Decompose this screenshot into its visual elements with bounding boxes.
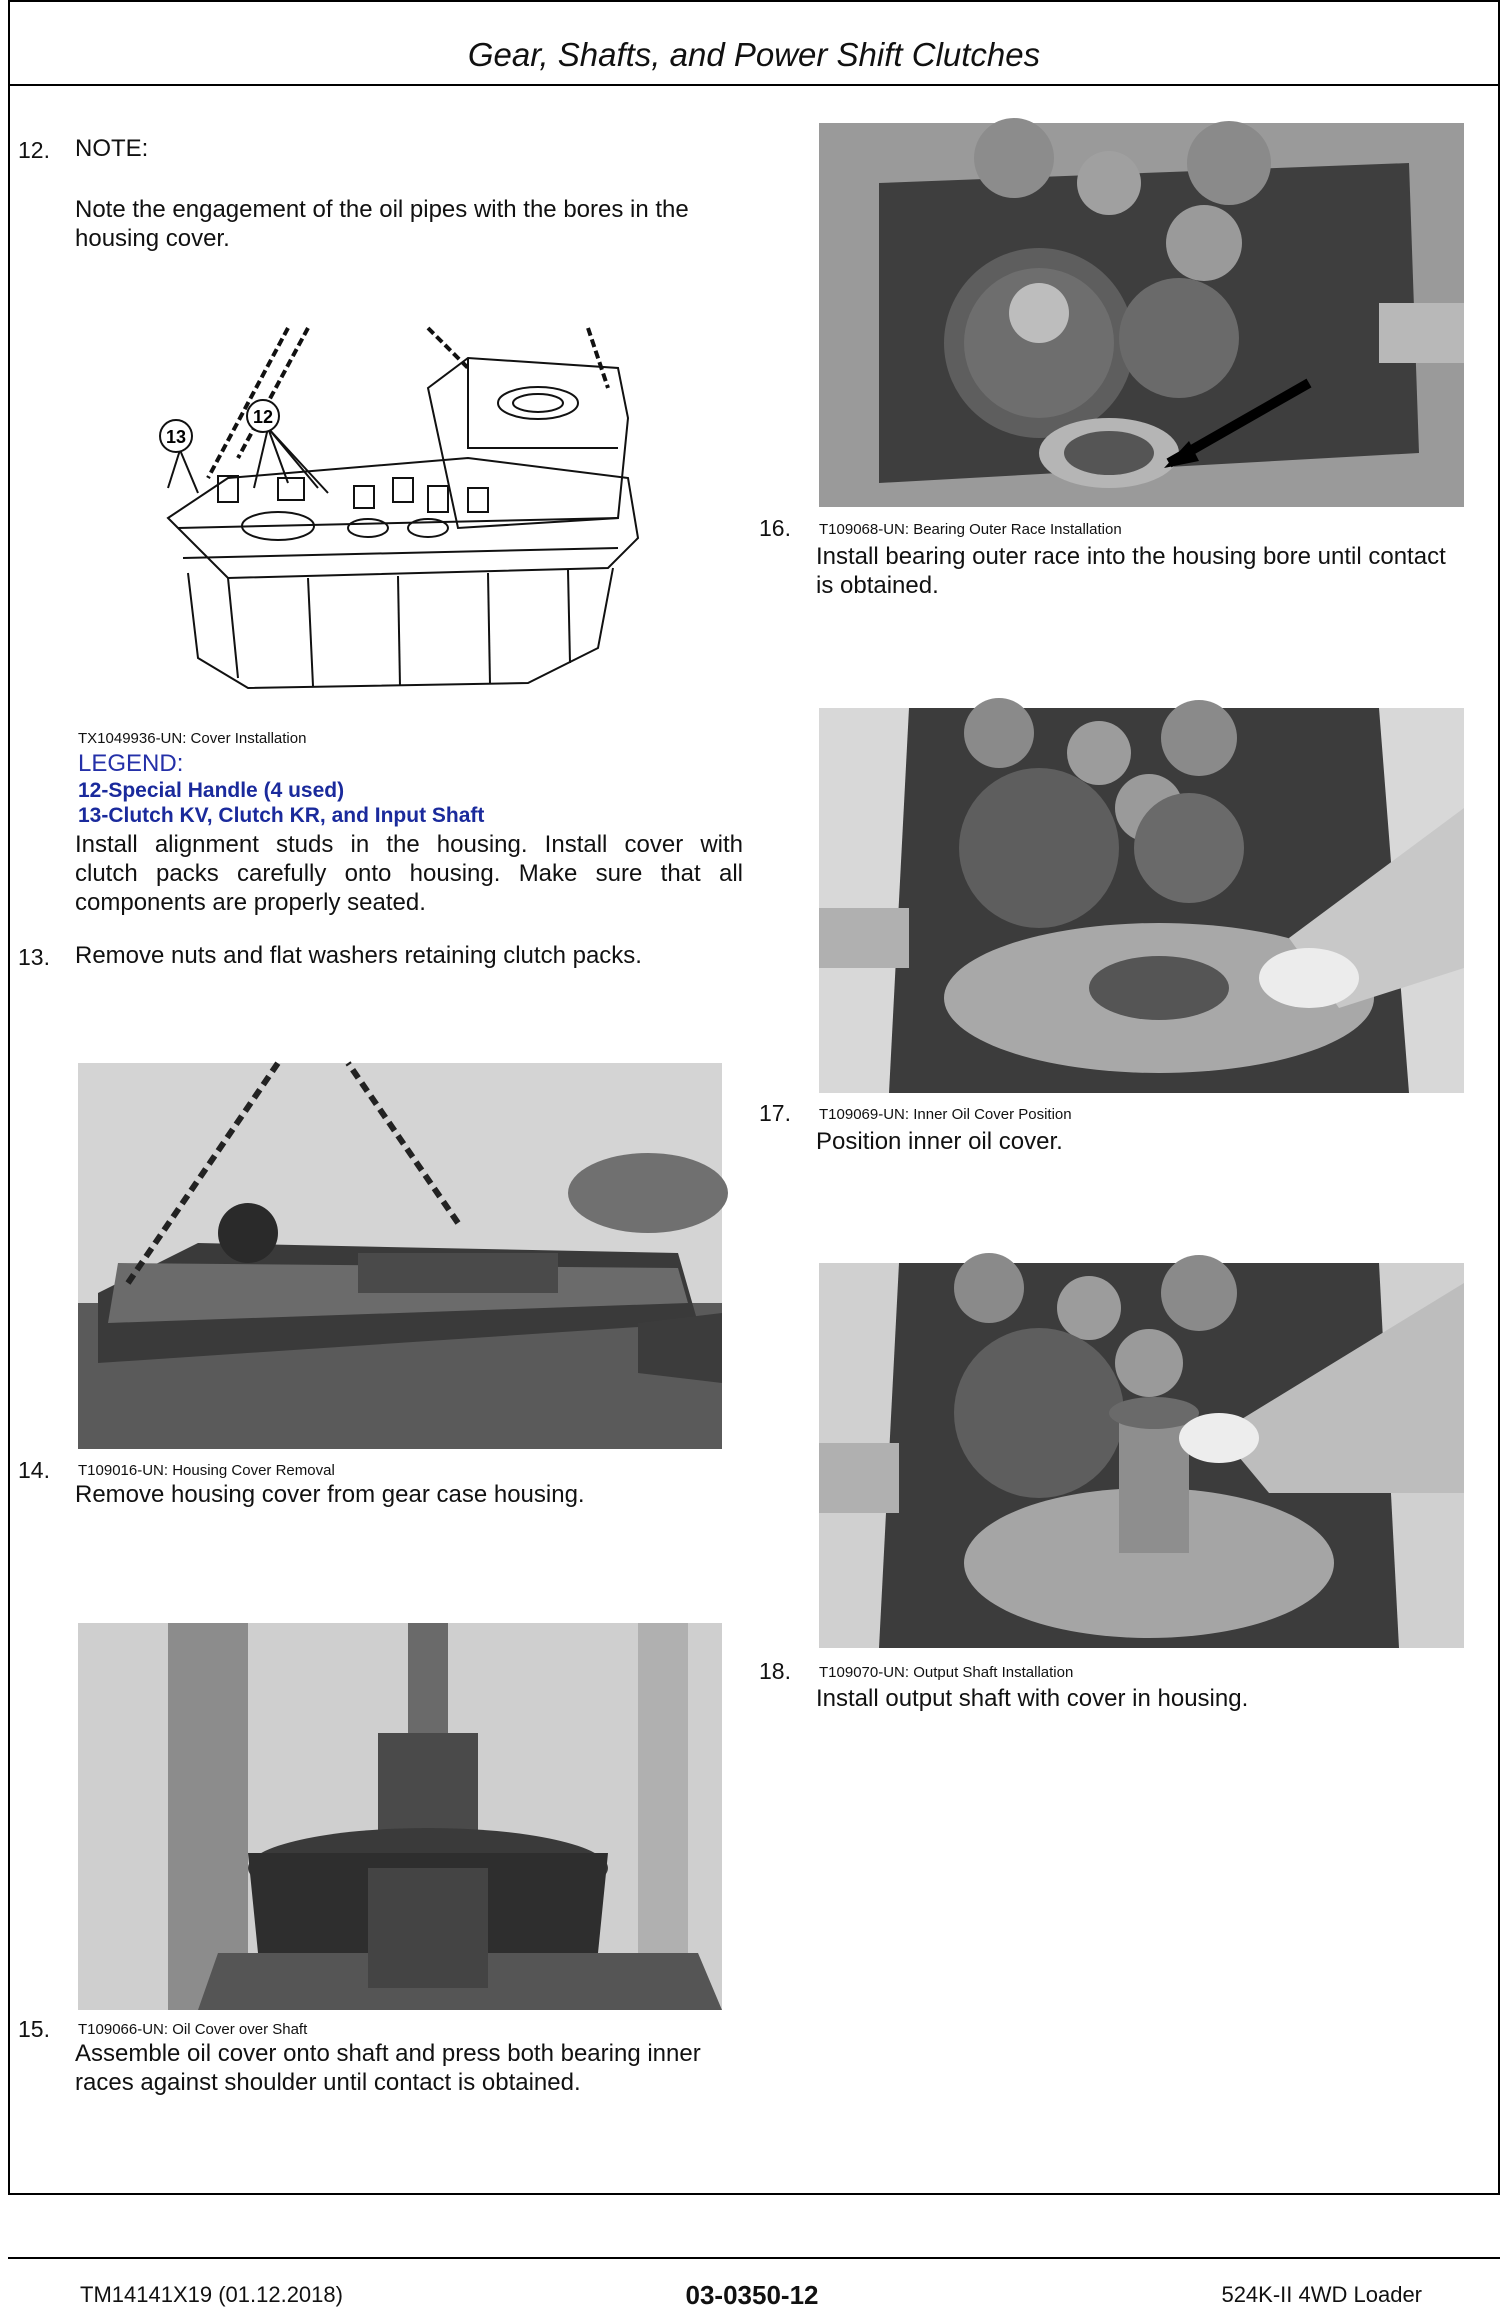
callout-13: 13: [165, 427, 187, 447]
step-16-number: 16.: [759, 515, 791, 541]
step-15-number: 15.: [18, 2016, 50, 2042]
output-shaft-installation-photo: [819, 1263, 1464, 1648]
step-16-text-line-1: Install bearing outer race into the housing bore until contact: [816, 543, 1446, 570]
step-18-text: Install output shaft with cover in housing.: [816, 1685, 1249, 1712]
step-15-caption: T109066-UN: Oil Cover over Shaft: [78, 2021, 308, 2038]
callout-12: 12: [252, 407, 274, 427]
step-16-text-line-2: is obtained.: [816, 572, 939, 599]
step-15-text-line-2: races against shoulder until contact is obtained.: [75, 2069, 581, 2096]
oil-cover-over-shaft-photo: [78, 1623, 722, 2010]
step-12-text-line-3: components are properly seated.: [75, 889, 426, 916]
footer-divider: [8, 2257, 1500, 2259]
step-14-number: 14.: [18, 1457, 50, 1483]
housing-cover-removal-photo: [78, 1063, 722, 1449]
step-14-text: Remove housing cover from gear case housing.: [75, 1481, 585, 1508]
step-12-text-line-1: Install alignment studs in the housing. Install cover with: [75, 831, 743, 858]
step-12-text: [75, 830, 743, 917]
inner-oil-cover-position-photo: [819, 708, 1464, 1093]
step-16-text: [816, 542, 1484, 600]
footer-model: 524K-II 4WD Loader: [1221, 2282, 1422, 2307]
step-12-number: 12.: [18, 137, 50, 163]
step-14-caption: T109016-UN: Housing Cover Removal: [78, 1462, 335, 1479]
step-12-caption: TX1049936-UN: Cover Installation: [78, 730, 307, 747]
legend-item-13: 13-Clutch KV, Clutch KR, and Input Shaft: [78, 804, 485, 827]
bearing-outer-race-installation-photo: [819, 123, 1464, 507]
step-16-caption: T109068-UN: Bearing Outer Race Installation: [819, 521, 1122, 538]
step-17-text: Position inner oil cover.: [816, 1128, 1063, 1155]
cover-installation-illustration: [165, 328, 668, 710]
page-title: Gear, Shafts, and Power Shift Clutches: [467, 36, 1041, 73]
step-12-note-text: Note the engagement of the oil pipes with the bores in the housing cover.: [75, 196, 689, 252]
step-17-caption: T109069-UN: Inner Oil Cover Position: [819, 1106, 1072, 1123]
step-15-text: [75, 2039, 743, 2097]
step-18-number: 18.: [759, 1658, 791, 1684]
footer-page-number: 03-0350-12: [685, 2280, 819, 2310]
footer-doc-id: TM14141X19 (01.12.2018): [80, 2282, 343, 2307]
step-17-number: 17.: [759, 1100, 791, 1126]
step-15-text-line-1: Assemble oil cover onto shaft and press both bearing inner: [75, 2040, 701, 2067]
header-divider: [8, 84, 1500, 86]
legend-title: LEGEND:: [78, 750, 184, 777]
step-12-note-label: NOTE:: [75, 135, 149, 162]
step-13-number: 13.: [18, 944, 50, 970]
legend-item-12: 12-Special Handle (4 used): [78, 779, 345, 802]
step-13-text: Remove nuts and flat washers retaining clutch packs.: [75, 942, 642, 969]
step-12-text-line-2: clutch packs carefully onto housing. Make sure that all: [75, 860, 743, 887]
step-18-caption: T109070-UN: Output Shaft Installation: [819, 1664, 1074, 1681]
